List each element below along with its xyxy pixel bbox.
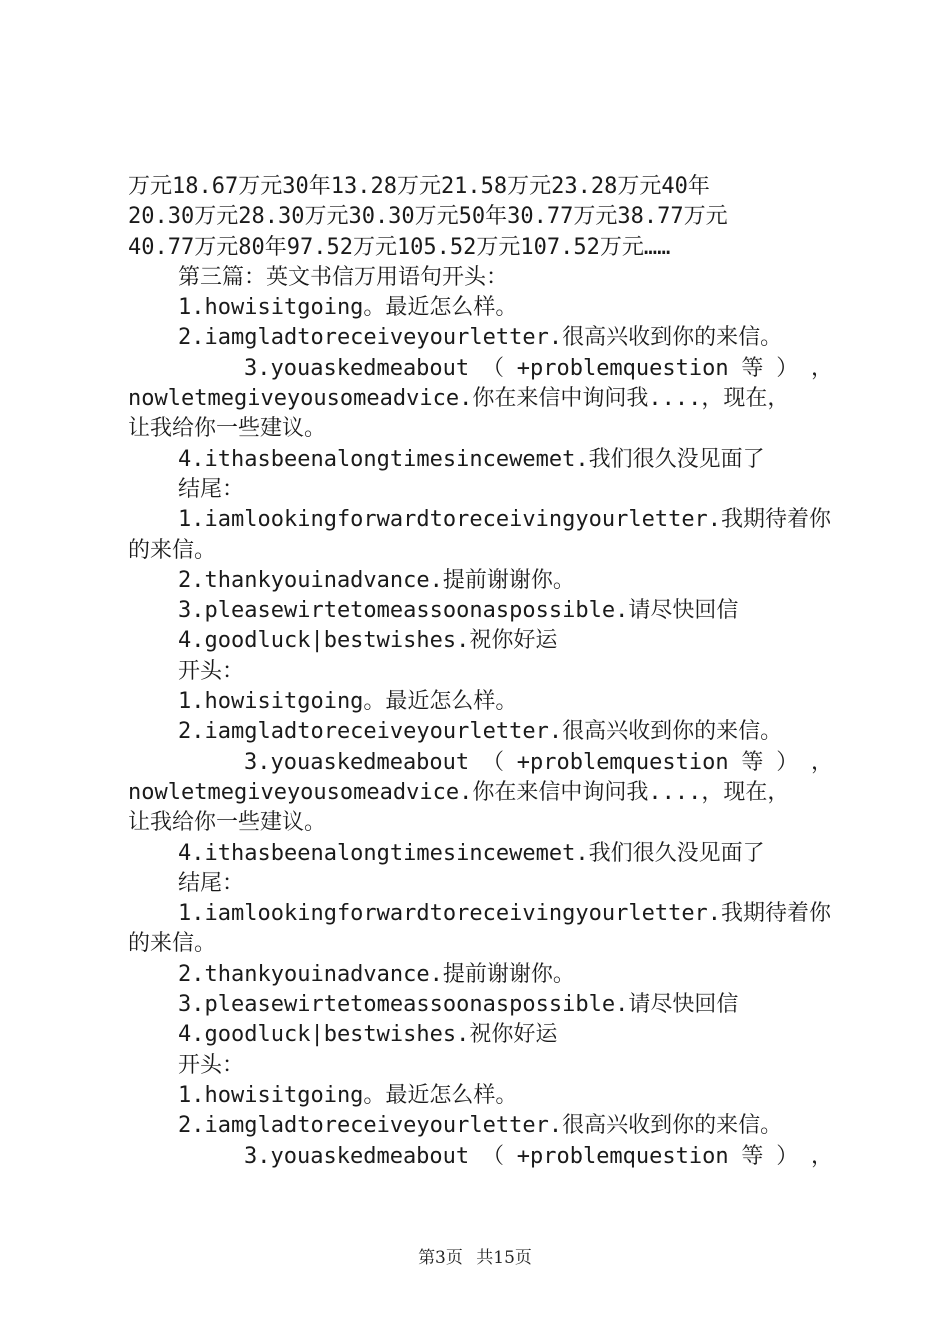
- text-fragment: +problemquestion: [516, 1143, 729, 1169]
- section-heading: 第三篇：英文书信万用语句开头：: [178, 264, 509, 290]
- text-fragment: （: [481, 749, 504, 775]
- text-line: 4.ithasbeenalongtimesincewemet.我们很久没见面了: [178, 840, 765, 866]
- text-fragment: +problemquestion: [516, 355, 729, 381]
- justified-line: [128, 354, 833, 384]
- text-line: 1.howisitgoing。最近怎么样。: [178, 1082, 518, 1108]
- text-line: 3.pleasewirtetomeassoonaspossible.请尽快回信: [178, 598, 739, 624]
- text-fragment: 3.youaskedmeabout: [244, 355, 470, 381]
- justified-line: [128, 1142, 833, 1172]
- text-line: 4.goodluck|bestwishes.祝你好运: [178, 1022, 558, 1048]
- text-fragment: 3.youaskedmeabout: [244, 749, 470, 775]
- text-fragment: ）: [776, 749, 799, 775]
- text-line: 2.iamgladtoreceiveyourletter.很高兴收到你的来信。: [178, 719, 783, 745]
- text-line: 2.thankyouinadvance.提前谢谢你。: [178, 567, 575, 593]
- text-fragment: ，: [810, 1143, 833, 1169]
- page-number: 第3页: [418, 1248, 463, 1268]
- text-line: 1.iamlookingforwardtoreceivingyourletter.我期待着你: [178, 901, 832, 927]
- text-fragment: +problemquestion: [516, 749, 729, 775]
- body-text: [128, 172, 833, 1172]
- text-fragment: （: [481, 355, 504, 381]
- text-line: 万元18.67万元30年13.28万元21.58万元23.28万元40年: [128, 174, 710, 199]
- text-line: 2.iamgladtoreceiveyourletter.很高兴收到你的来信。: [178, 325, 783, 351]
- section-heading: 结尾：: [178, 870, 245, 896]
- text-line: 让我给你一些建议。: [128, 810, 327, 836]
- text-fragment: ）: [776, 1143, 799, 1169]
- text-line: nowletmegiveyousomeadvice.你在来信中询问我....，现在，: [128, 779, 790, 805]
- text-line: 让我给你一些建议。: [128, 416, 327, 442]
- text-line: 1.iamlookingforwardtoreceivingyourletter.我期待着你: [178, 507, 832, 533]
- text-fragment: 等: [741, 355, 764, 381]
- text-fragment: 3.youaskedmeabout: [244, 1143, 470, 1169]
- text-line: 2.iamgladtoreceiveyourletter.很高兴收到你的来信。: [178, 1113, 783, 1139]
- text-fragment: ）: [776, 355, 799, 381]
- justified-line: [128, 748, 833, 778]
- text-line: 40.77万元80年97.52万元105.52万元107.52万元……: [128, 234, 671, 260]
- text-fragment: ，: [810, 355, 833, 381]
- text-line: nowletmegiveyousomeadvice.你在来信中询问我....，现在，: [128, 386, 790, 412]
- page-footer: [0, 1243, 950, 1268]
- text-line: 的来信。: [128, 931, 217, 957]
- text-fragment: 等: [741, 1143, 764, 1169]
- text-line: 4.ithasbeenalongtimesincewemet.我们很久没见面了: [178, 446, 765, 472]
- text-fragment: （: [481, 1143, 504, 1169]
- text-line: 1.howisitgoing。最近怎么样。: [178, 295, 518, 321]
- text-line: 20.30万元28.30万元30.30万元50年30.77万元38.77万元: [128, 204, 728, 230]
- text-line: 2.thankyouinadvance.提前谢谢你。: [178, 961, 575, 987]
- text-line: 的来信。: [128, 537, 217, 563]
- text-fragment: ，: [810, 749, 833, 775]
- section-heading: 结尾：: [178, 476, 245, 502]
- section-heading: 开头：: [178, 658, 245, 684]
- text-line: 1.howisitgoing。最近怎么样。: [178, 689, 518, 715]
- text-fragment: 等: [741, 749, 764, 775]
- section-heading: 开头：: [178, 1052, 245, 1078]
- text-line: 4.goodluck|bestwishes.祝你好运: [178, 628, 558, 654]
- page-total: 共15页: [476, 1248, 532, 1268]
- text-line: 3.pleasewirtetomeassoonaspossible.请尽快回信: [178, 992, 739, 1018]
